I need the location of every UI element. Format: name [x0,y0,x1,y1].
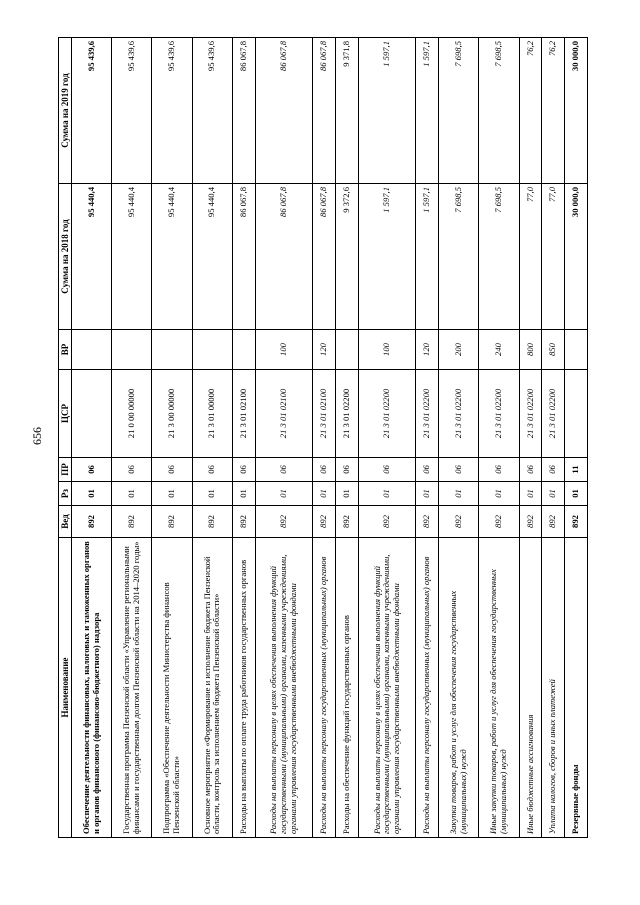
cell-sum-2018: 7 698,5 [479,184,519,330]
cell-ved: 892 [112,506,152,538]
cell-sum-2019: 7 698,5 [439,38,479,184]
cell-pr: 06 [416,458,439,482]
table-row [232,38,255,838]
header-sum-2018: Сумма на 2018 год [59,184,72,330]
cell-vr: 100 [255,330,313,370]
table-row [112,38,152,838]
cell-rz: 01 [192,482,232,506]
cell-sum-2019: 86 067,8 [313,38,336,184]
cell-sum-2018: 9 372,6 [335,184,358,330]
cell-name: Резервные фонды [565,538,588,838]
rotated-table-wrapper [58,38,588,838]
cell-sum-2019: 1 597,1 [358,38,416,184]
table-row [72,38,112,838]
cell-rz: 01 [358,482,416,506]
cell-pr: 06 [519,458,542,482]
cell-pr: 06 [479,458,519,482]
cell-name: Уплата налогов, сборов и иных платежей [542,538,565,838]
cell-vr [565,330,588,370]
cell-ved: 892 [232,506,255,538]
cell-csr [72,370,112,458]
cell-rz: 01 [112,482,152,506]
page-number: 656 [30,427,44,445]
cell-sum-2018: 86 067,8 [232,184,255,330]
cell-name: Расходы на выплаты персоналу государственных (муниципальных) органов [416,538,439,838]
cell-name: Обеспечение деятельности финансовых, налоговых и таможенных органов и органов финансового (финансово-бюджетного) надзора [72,538,112,838]
cell-rz: 01 [335,482,358,506]
table-row [565,38,588,838]
cell-csr: 21 3 01 02100 [255,370,313,458]
header-vr: ВР [59,330,72,370]
cell-name: Расходы на выплаты персоналу в целях обеспечения выполнения функций государственными (муниципальными) органами, казенными учреждениями, органами управления государственными внебюджетными фондами [358,538,416,838]
cell-vr: 850 [542,330,565,370]
cell-csr: 21 3 01 02200 [519,370,542,458]
cell-csr: 21 3 01 02200 [335,370,358,458]
cell-sum-2018: 77,0 [519,184,542,330]
cell-pr: 06 [542,458,565,482]
cell-pr: 06 [192,458,232,482]
cell-name: Иные закупки товаров, работ и услуг для обеспечения государственных (муниципальных) нужд [479,538,519,838]
cell-sum-2019: 7 698,5 [479,38,519,184]
cell-ved: 892 [72,506,112,538]
cell-sum-2018: 95 440,4 [112,184,152,330]
header-name: Наименование [59,538,72,838]
cell-ved: 892 [542,506,565,538]
cell-name: Подпрограмма «Обеспечение деятельности Министерства финансов Пензенской области» [152,538,192,838]
cell-sum-2018: 86 067,8 [313,184,336,330]
cell-csr: 21 3 01 02100 [313,370,336,458]
cell-vr [152,330,192,370]
cell-sum-2018: 95 440,4 [192,184,232,330]
table-row [192,38,232,838]
cell-sum-2019: 86 067,8 [255,38,313,184]
cell-pr: 06 [358,458,416,482]
table-row [152,38,192,838]
header-sum-2019: Сумма на 2019 год [59,38,72,184]
cell-sum-2019: 86 067,8 [232,38,255,184]
cell-rz: 01 [152,482,192,506]
cell-rz: 01 [479,482,519,506]
cell-name: Расходы на выплаты персоналу государственных (муниципальных) органов [313,538,336,838]
table-row [542,38,565,838]
cell-vr: 200 [439,330,479,370]
table-body [72,38,588,838]
cell-pr: 06 [313,458,336,482]
cell-ved: 892 [416,506,439,538]
table-row [358,38,416,838]
cell-sum-2018: 77,0 [542,184,565,330]
cell-rz: 01 [439,482,479,506]
cell-pr: 06 [335,458,358,482]
cell-vr: 240 [479,330,519,370]
cell-pr: 06 [152,458,192,482]
cell-csr: 21 3 01 00000 [192,370,232,458]
cell-csr: 21 3 01 02100 [232,370,255,458]
cell-sum-2018: 95 440,4 [152,184,192,330]
table-row [416,38,439,838]
cell-rz: 01 [565,482,588,506]
budget-table [58,37,588,838]
cell-name: Иные бюджетные ассигнования [519,538,542,838]
cell-sum-2018: 1 597,1 [416,184,439,330]
header-pr: ПР [59,458,72,482]
cell-rz: 01 [232,482,255,506]
cell-pr: 11 [565,458,588,482]
cell-name: Расходы на выплаты персоналу в целях обеспечения выполнения функций государственными (муниципальными) органами, казенными учреждениями, органами управления государственными внебюджетными фондами [255,538,313,838]
table-row [313,38,336,838]
cell-vr [232,330,255,370]
cell-ved: 892 [479,506,519,538]
cell-ved: 892 [152,506,192,538]
header-csr: ЦСР [59,370,72,458]
cell-vr: 120 [416,330,439,370]
cell-sum-2019: 95 439,6 [72,38,112,184]
cell-ved: 892 [439,506,479,538]
cell-sum-2018: 7 698,5 [439,184,479,330]
cell-name: Закупка товаров, работ и услуг для обеспечения государственных (муниципальных) нужд [439,538,479,838]
cell-sum-2019: 76,2 [542,38,565,184]
cell-rz: 01 [416,482,439,506]
table-row [335,38,358,838]
cell-ved: 892 [192,506,232,538]
cell-sum-2019: 9 371,8 [335,38,358,184]
header-rz: Рз [59,482,72,506]
cell-pr: 06 [72,458,112,482]
cell-sum-2019: 95 439,6 [152,38,192,184]
cell-pr: 06 [439,458,479,482]
cell-pr: 06 [112,458,152,482]
cell-rz: 01 [313,482,336,506]
cell-csr: 21 0 00 00000 [112,370,152,458]
header-ved: Вед [59,506,72,538]
cell-rz: 01 [519,482,542,506]
cell-ved: 892 [313,506,336,538]
cell-csr [565,370,588,458]
cell-csr: 21 3 01 02200 [542,370,565,458]
cell-sum-2019: 76,2 [519,38,542,184]
cell-csr: 21 3 01 02200 [439,370,479,458]
cell-sum-2019: 95 439,6 [112,38,152,184]
table-header [59,38,72,838]
cell-pr: 06 [255,458,313,482]
cell-ved: 892 [565,506,588,538]
cell-pr: 06 [232,458,255,482]
cell-sum-2018: 1 597,1 [358,184,416,330]
table-row [255,38,313,838]
cell-sum-2018: 86 067,8 [255,184,313,330]
cell-vr: 100 [358,330,416,370]
cell-csr: 21 3 00 00000 [152,370,192,458]
cell-name: Государственная программа Пензенской области «Управление региональными финансами и государственным долгом Пензенской области на 2014–2020 годы» [112,538,152,838]
cell-csr: 21 3 01 02200 [416,370,439,458]
cell-ved: 892 [358,506,416,538]
cell-vr [72,330,112,370]
cell-ved: 892 [335,506,358,538]
cell-sum-2019: 1 597,1 [416,38,439,184]
cell-sum-2019: 95 439,6 [192,38,232,184]
cell-rz: 01 [542,482,565,506]
cell-name: Расходы на обеспечение функций государственных органов [335,538,358,838]
cell-name: Расходы на выплаты по оплате труда работников государственных органов [232,538,255,838]
cell-csr: 21 3 01 02200 [479,370,519,458]
cell-rz: 01 [255,482,313,506]
cell-name: Основное мероприятие «Формирование и исполнение бюджета Пензенской области, контроль за исполнением бюджета Пензенской области» [192,538,232,838]
cell-vr [112,330,152,370]
cell-vr [192,330,232,370]
cell-sum-2019: 30 000,0 [565,38,588,184]
table-row [479,38,519,838]
cell-vr [335,330,358,370]
table-row [519,38,542,838]
cell-rz: 01 [72,482,112,506]
cell-vr: 800 [519,330,542,370]
cell-ved: 892 [519,506,542,538]
cell-ved: 892 [255,506,313,538]
cell-vr: 120 [313,330,336,370]
cell-sum-2018: 95 440,4 [72,184,112,330]
cell-csr: 21 3 01 02200 [358,370,416,458]
table-row [439,38,479,838]
cell-sum-2018: 30 000,0 [565,184,588,330]
